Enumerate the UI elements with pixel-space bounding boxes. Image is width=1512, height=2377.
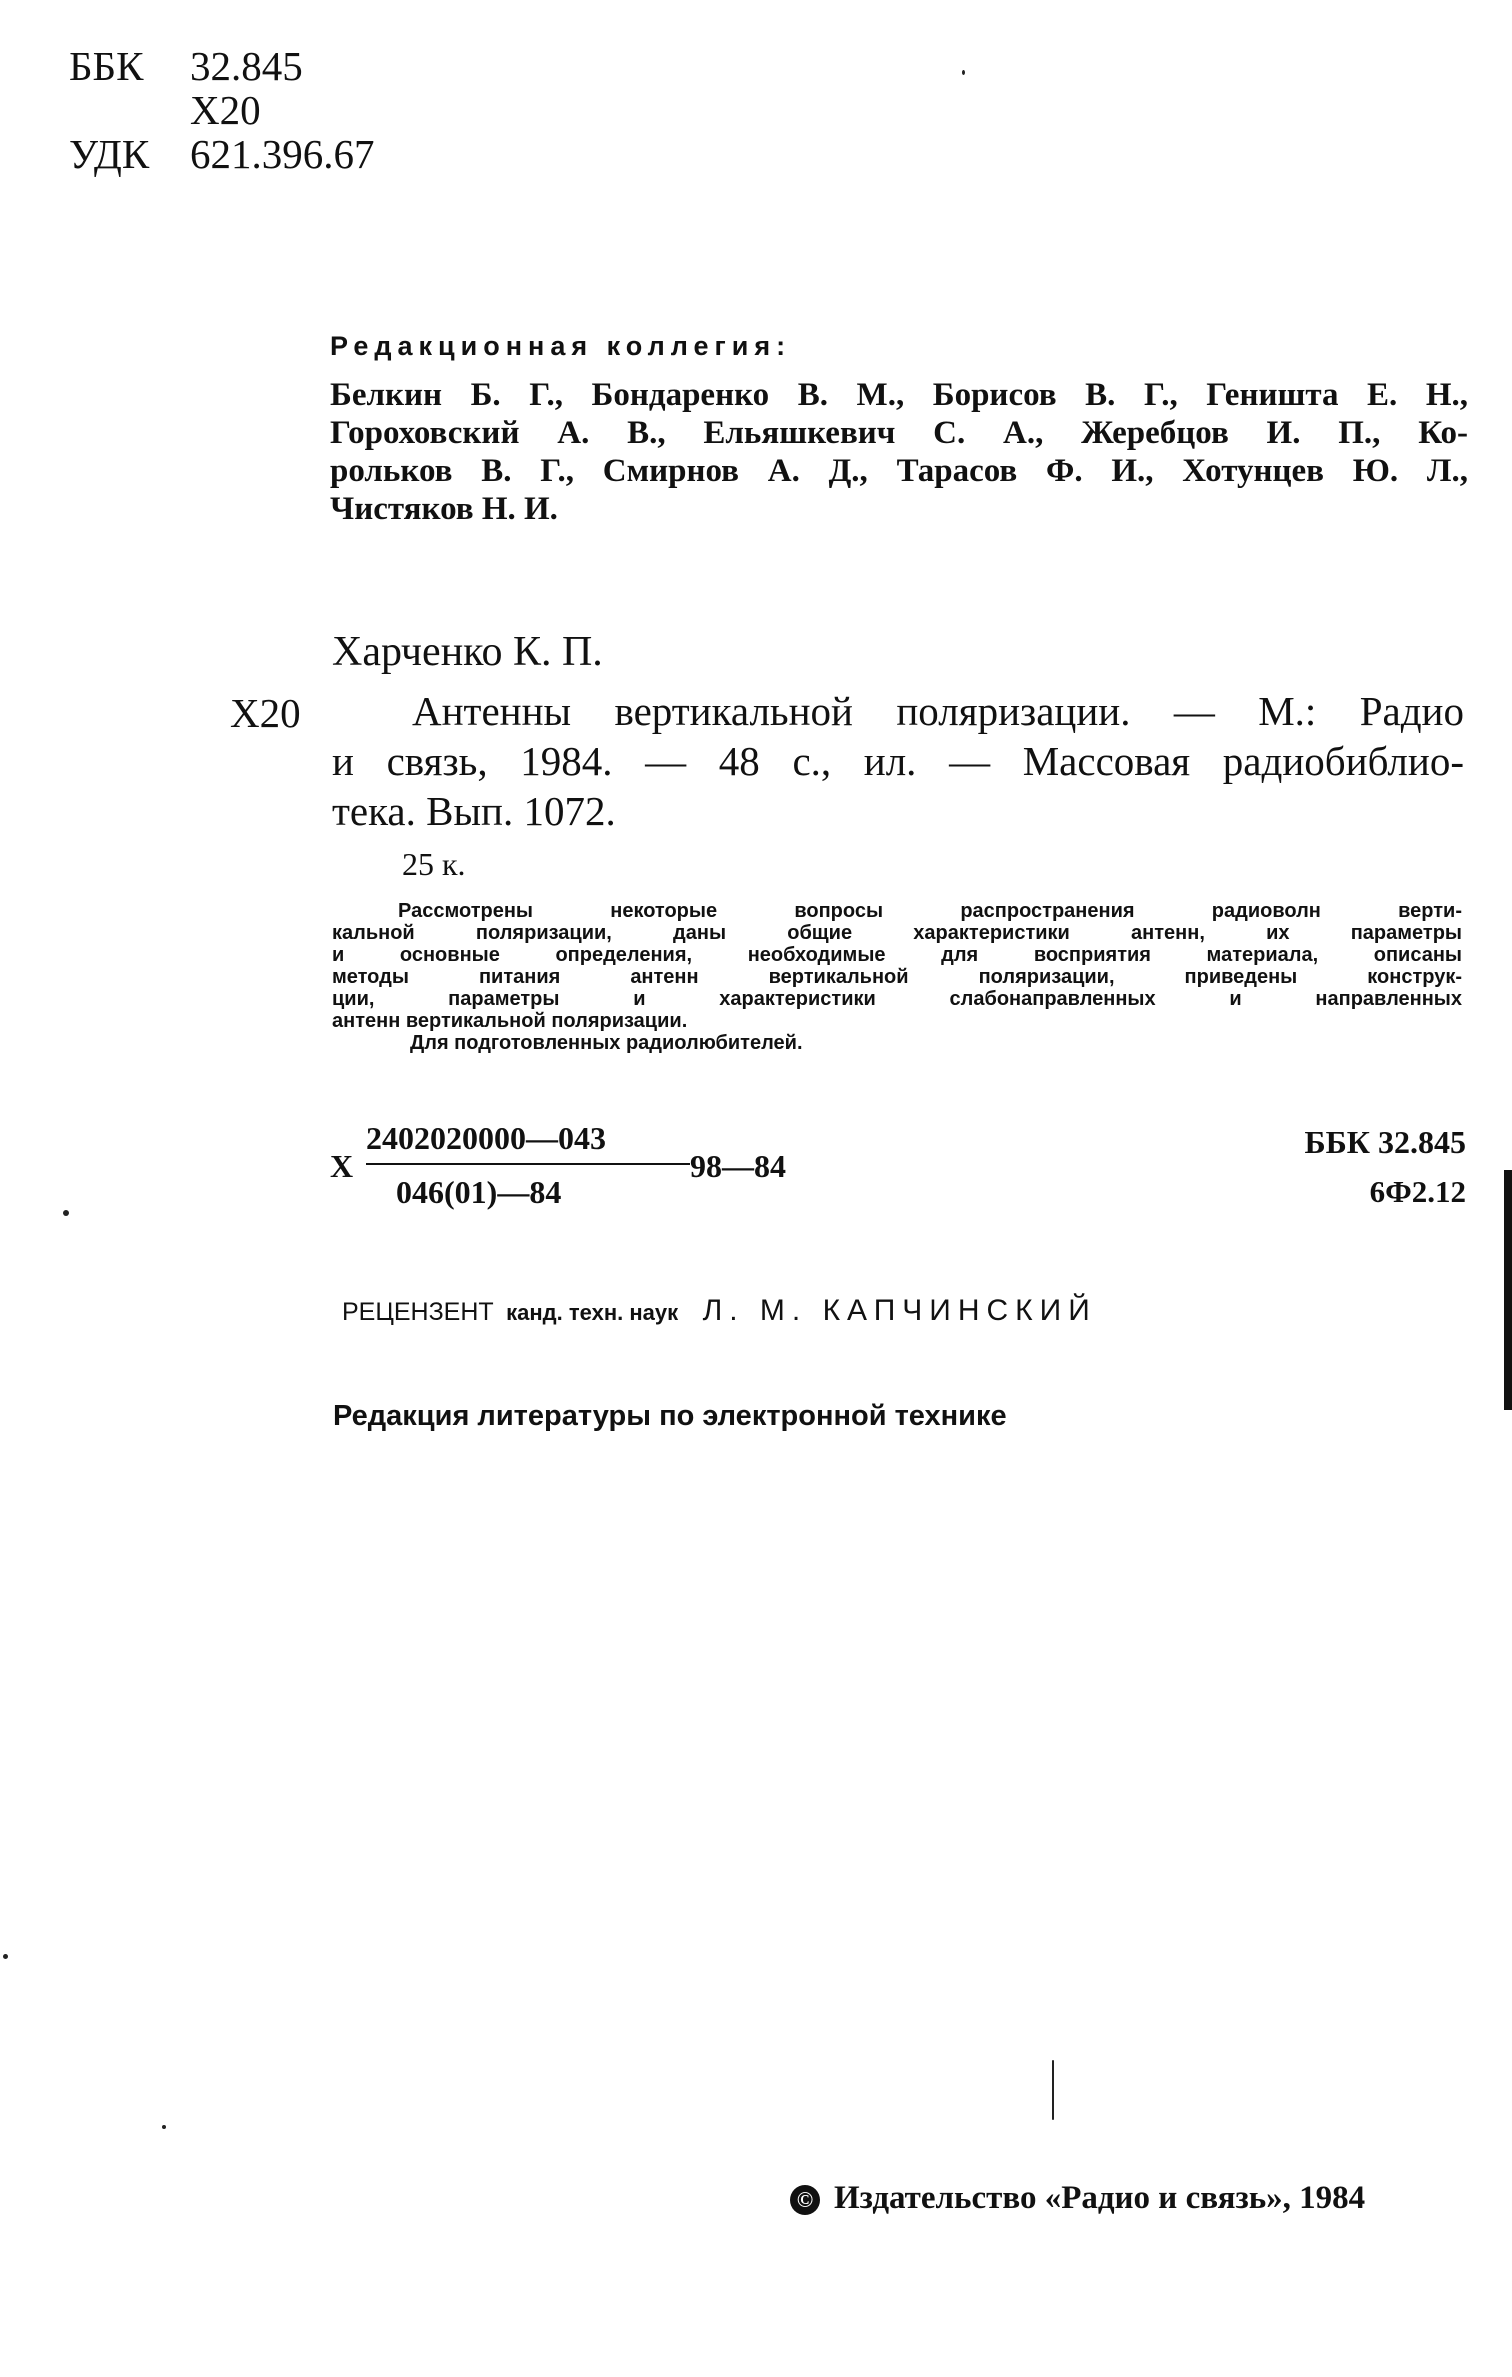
scan-edge-mark <box>1504 1170 1512 1410</box>
annotation <box>332 900 1462 1054</box>
bbk-index: 6Ф2.12 <box>1369 1174 1466 1209</box>
copyright-icon: © <box>790 2185 820 2215</box>
book-price: 25 к. <box>402 846 466 882</box>
editorial-board-names <box>330 376 1468 528</box>
scan-speck <box>962 70 965 75</box>
bibliography-entry <box>332 686 1464 836</box>
bbk-value: 32.845 <box>190 43 303 89</box>
formula-fraction-bar <box>366 1163 690 1165</box>
formula-right: 98—84 <box>690 1148 786 1184</box>
annotation-line: и основные определения, необходимые для восприятия материала, описаны <box>332 944 1462 966</box>
formula-denominator: 046(01)—84 <box>396 1174 562 1210</box>
copyright-text: Издательство «Радио и связь», 1984 <box>834 2180 1366 2216</box>
book-author: Харченко К. П. <box>332 629 603 675</box>
bibliography-line: тека. Вып. 1072. <box>332 788 616 834</box>
board-line: рольков В. Г., Смирнов А. Д., Тарасов Ф. И., Хотунцев Ю. Л., <box>330 453 1468 489</box>
scan-speck <box>1052 2060 1054 2120</box>
formula-numerator: 2402020000—043 <box>366 1120 606 1156</box>
board-line: Чистяков Н. И. <box>330 491 558 527</box>
bibliography-line: Антенны вертикальной поляризации. — М.: Радио <box>412 688 1464 734</box>
editorial-board-heading: Редакционная коллегия: <box>330 331 792 361</box>
bbk-right: ББК 32.845 <box>1304 1124 1466 1160</box>
reviewer-label: РЕЦЕНЗЕНТ <box>342 1298 494 1326</box>
scan-speck <box>162 2125 166 2129</box>
board-line: Белкин Б. Г., Бондаренко В. М., Борисов В. Г., Геништа Е. Н., <box>330 377 1468 413</box>
annotation-audience: Для подготовленных радиолюбителей. <box>410 1032 803 1054</box>
bibliography-code: Х20 <box>230 690 301 736</box>
annotation-line: Рассмотрены некоторые вопросы распространения радиоволн верти- <box>398 900 1462 922</box>
scan-speck <box>3 1954 8 1959</box>
annotation-line: кальной поляризации, даны общие характеристики антенн, их параметры <box>332 922 1462 944</box>
annotation-line: ции, параметры и характеристики слабонаправленных и направленных <box>332 988 1462 1010</box>
board-line: Гороховский А. В., Ельяшкевич С. А., Жеребцов И. П., Ко- <box>330 415 1468 451</box>
edition-note: Редакция литературы по электронной технике <box>333 1400 1007 1432</box>
scan-speck <box>63 1210 69 1216</box>
bbk-label: ББК <box>69 43 144 89</box>
reviewer-line <box>342 1294 1097 1328</box>
bibliography-line: и связь, 1984. — 48 с., ил. — Массовая радиобиблио- <box>332 738 1464 784</box>
reviewer-name: Л. М. КАПЧИНСКИЙ <box>702 1294 1097 1327</box>
copyright-line <box>790 2180 1365 2217</box>
formula-letter: Х <box>330 1148 354 1184</box>
annotation-line: антенн вертикальной поляризации. <box>332 1010 688 1032</box>
udk-label: УДК <box>69 131 150 177</box>
annotation-line: методы питания антенн вертикальной поляризации, приведены конструк- <box>332 966 1462 988</box>
author-code: Х20 <box>190 87 261 133</box>
reviewer-degree: канд. техн. наук <box>506 1300 679 1325</box>
udk-value: 621.396.67 <box>190 131 375 177</box>
